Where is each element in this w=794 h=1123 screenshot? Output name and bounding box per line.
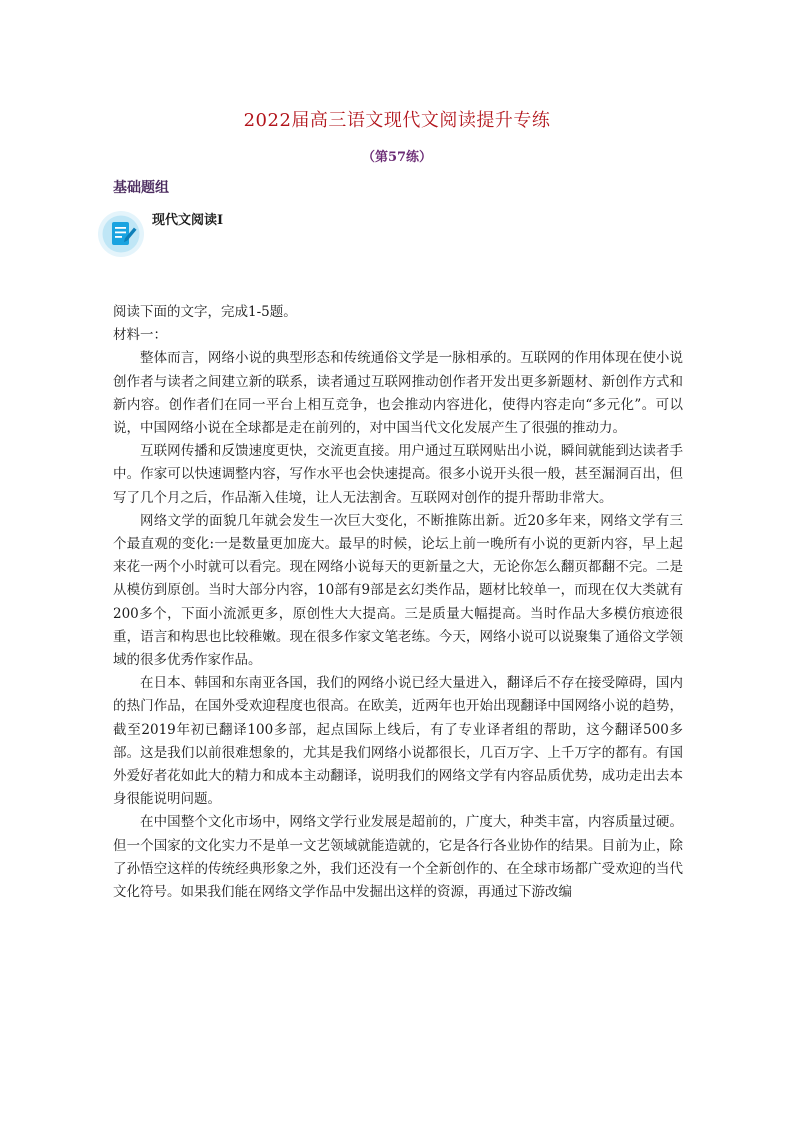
paragraph-2: 互联网传播和反馈速度更快，交流更直接。用户通过互联网贴出小说，瞬间就能到达读者手中。作家可以快速调整内容，写作水平也会快速提高。很多小说开头很一般，甚至漏洞百出，但写了几个月之后，作品渐入佳境，让人无法割舍。互联网对创作的提升帮助非常大。 <box>113 443 683 506</box>
paragraph-4: 在日本、韩国和东南亚各国，我们的网络小说已经大量进入，翻译后不存在接受障碍，国内的热门作品，在国外受欢迎程度也很高。在欧美，近两年也开始出现翻译中国网络小说的趋势，截至2019年初已翻译100多部，起点国际上线后，有了专业译者组的帮助，这今翻译500多部。这是我们以前很难想象的，尤其是我们网络小说都很长，几百万字、上千万字的都有。有国外爱好者花如此大的精力和成本主动翻译，说明我们的网络文学有内容品质优势，成功走出去本身很能说明问题。 <box>113 675 683 808</box>
instructions-text: 阅读下面的文字，完成1-5题。 <box>113 304 297 320</box>
section-heading: 现代文阅读Ⅰ <box>152 213 224 228</box>
reading-passage <box>113 301 683 904</box>
paragraph-5: 在中国整个文化市场中，网络文学行业发展是超前的，广度大，种类丰富，内容质量过硬。但一个国家的文化实力不是单一文艺领域就能造就的，它是各行各业协作的结果。目前为止，除了孙悟空这样的传统经典形象之外，我们还没有一个全新创作的、在全球市场都广受欢迎的当代文化符号。如果我们能在网络文学作品中发掘出这样的资源，再通过下游改编 <box>113 814 683 901</box>
document-title: 2022届高三语文现代文阅读提升专练 <box>243 110 551 131</box>
exercise-number: （第57练） <box>361 150 433 165</box>
paragraph-1: 整体而言，网络小说的典型形态和传统通俗文学是一脉相承的。互联网的作用体现在使小说创作者与读者之间建立新的联系，读者通过互联网推动创作者开发出更多新题材、新创作方式和新内容。创作者们在同一平台上相互竞争，也会推动内容进化，使得内容走向“多元化”。可以说，中国网络小说在全球都是走在前列的，对中国当代文化发展产生了很强的推动力。 <box>113 350 683 437</box>
group-heading: 基础题组 <box>113 180 169 196</box>
paragraph-3: 网络文学的面貌几年就会发生一次巨大变化，不断推陈出新。近20多年来，网络文学有三个最直观的变化:一是数量更加庞大。最早的时候，论坛上前一晚所有小说的更新内容，早上起来花一两个小时就可以看完。现在网络小说每天的更新量之大，无论你怎么翻页都翻不完。二是从模仿到原创。当时大部分内容，10部有9部是玄幻类作品，题材比较单一，而现在仅大类就有200多个，下面小流派更多，原创性大大提高。三是质量大幅提高。当时作品大多模仿痕迹很重，语言和构思也比较稚嫩。现在很多作家文笔老练。今天，网络小说可以说聚集了通俗文学领域的很多优秀作家作品。 <box>113 512 683 669</box>
notepad-pencil-icon <box>97 210 145 258</box>
material-label: 材料一： <box>113 327 167 344</box>
